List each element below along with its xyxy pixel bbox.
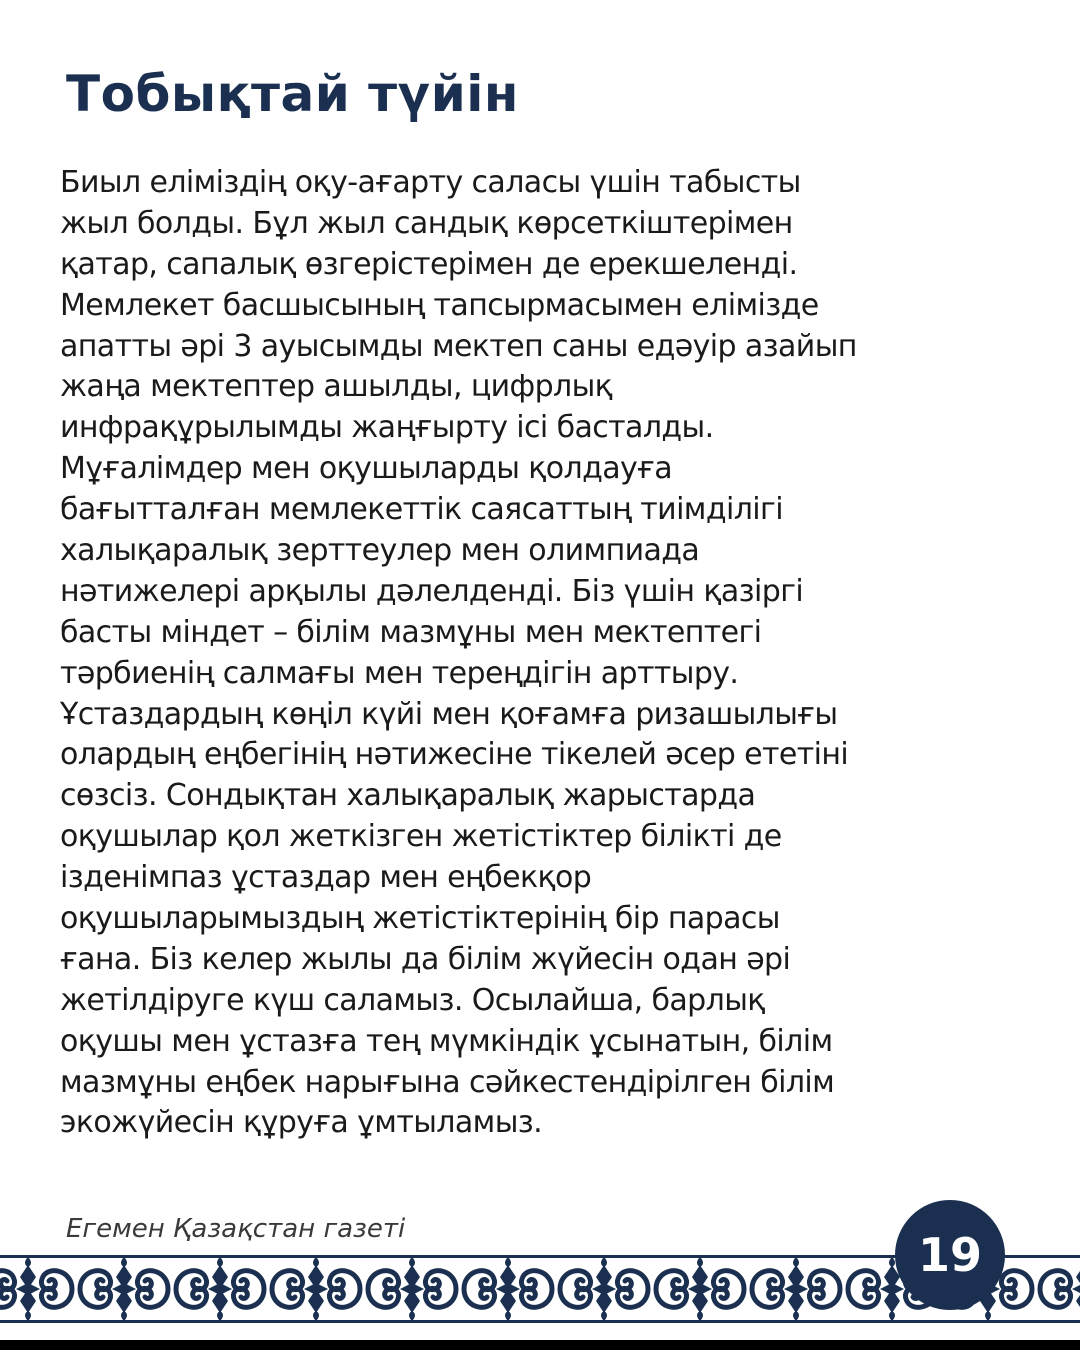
body-line: оқушы мен ұстазға тең мүмкіндік ұсынатын, білім (60, 1023, 833, 1059)
body-line: апатты әрі 3 ауысымды мектеп саны едәуір азайып (60, 328, 857, 364)
body-line: жетілдіруге күш саламыз. Осылайша, барлық (60, 982, 765, 1018)
body-line: Биыл еліміздің оқу-ағарту саласы үшін табысты (60, 165, 801, 200)
body-line: тәрбиенің салмағы мен тереңдігін арттыру. (60, 655, 739, 691)
body-line: олардың еңбегінің нәтижесіне тікелей әсер ететіні (60, 737, 849, 773)
body-line: оқушылар қол жеткізген жетістіктер білікті де (60, 819, 782, 855)
body-paragraph (60, 163, 1020, 1144)
body-line: ізденімпаз ұстаздар мен еңбекқор (60, 860, 592, 896)
source-credit: Егемен Қазақстан газеті (66, 1214, 406, 1244)
body-line: Ұстаздардың көңіл күйі мен қоғамға ризашылығы (60, 696, 838, 732)
body-line: ғана. Біз келер жылы да білім жүйесін одан әрі (60, 941, 791, 977)
body-line: оқушыларымыздың жетістіктерінің бір парасы (60, 901, 780, 937)
body-line: экожүйесін құруға ұмтыламыз. (60, 1105, 543, 1141)
body-line: қатар, сапалық өзгерістерімен де ерекшеленді. (60, 246, 798, 282)
body-line: нәтижелері арқылы дәлелденді. Біз үшін қазіргі (60, 573, 804, 609)
page-title: Тобықтай түйін (66, 65, 519, 123)
body-line: мазмұны еңбек нарығына сәйкестендірілген білім (60, 1064, 835, 1100)
body-line: жыл болды. Бұл жыл сандық көрсеткіштерімен (60, 205, 793, 241)
body-line: инфрақұрылымды жаңғырту ісі басталды. (60, 410, 714, 446)
body-line: Мұғалімдер мен оқушыларды қолдауға (60, 451, 673, 487)
page-number: 19 (917, 1228, 982, 1282)
body-line: бағытталған мемлекеттік саясаттың тиімділігі (60, 492, 783, 528)
body-line: жаңа мектептер ашылды, цифрлық (60, 369, 613, 405)
body-line: басты міндет – білім мазмұны мен мектептегі (60, 614, 762, 650)
body-line: халықаралық зерттеулер мен олимпиада (60, 533, 700, 569)
body-line: Мемлекет басшысының тапсырмасымен елімізде (60, 287, 819, 323)
page-number-badge (895, 1200, 1005, 1310)
body-line: сөзсіз. Сондықтан халықаралық жарыстарда (60, 778, 756, 814)
bottom-bar (0, 1340, 1080, 1350)
